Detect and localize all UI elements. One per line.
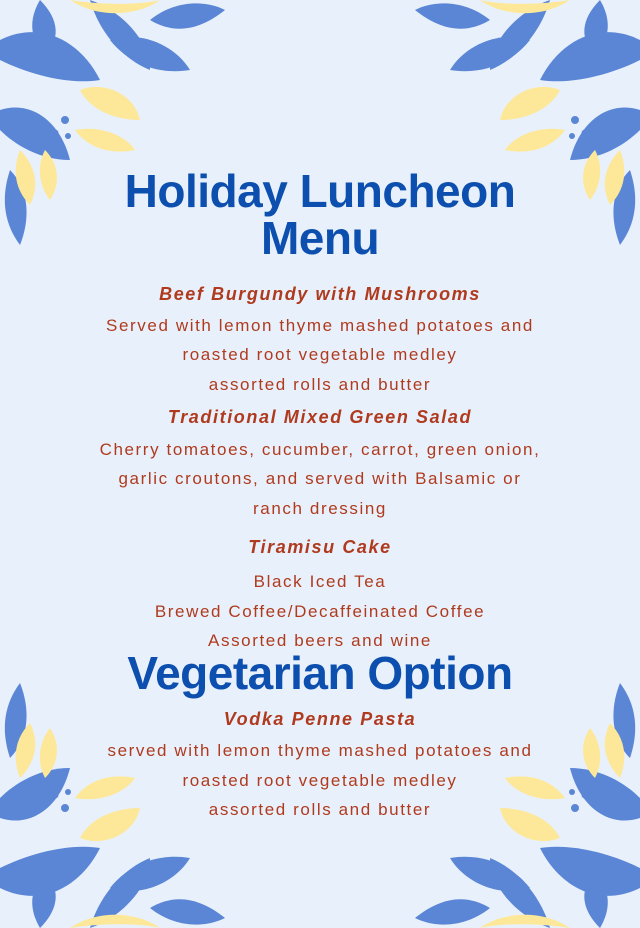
dish-description-line: garlic croutons, and served with Balsamic or: [118, 469, 522, 488]
dish-description-line: roasted root vegetable medley: [182, 345, 458, 364]
menu-title-line-1: Holiday Luncheon: [124, 165, 516, 217]
dish-name-vegetarian: Vodka Penne Pasta: [223, 709, 417, 729]
dish-description-line: ranch dressing: [253, 499, 387, 518]
dish-name-salad: Traditional Mixed Green Salad: [167, 407, 473, 427]
dish-description-line: roasted root vegetable medley: [182, 771, 458, 790]
dish-description-line: assorted rolls and butter: [208, 800, 432, 819]
dish-name-beef: Beef Burgundy with Mushrooms: [159, 284, 481, 304]
menu-title-line-2: Menu: [260, 212, 380, 264]
vegetarian-heading: Vegetarian Option: [127, 647, 513, 699]
beverage-line: Black Iced Tea: [253, 572, 387, 591]
dish-description-line: Cherry tomatoes, cucumber, carrot, green onion,: [99, 440, 541, 459]
menu-title: [0, 165, 640, 264]
dish-name-dessert: Tiramisu Cake: [248, 537, 392, 557]
dish-description-line: assorted rolls and butter: [208, 375, 432, 394]
beverage-line: Assorted beers and wine: [208, 631, 432, 650]
dish-description-line: Served with lemon thyme mashed potatoes and: [106, 316, 534, 335]
dish-description-line: served with lemon thyme mashed potatoes and: [107, 741, 533, 760]
beverage-line: Brewed Coffee/Decaffeinated Coffee: [154, 602, 486, 621]
